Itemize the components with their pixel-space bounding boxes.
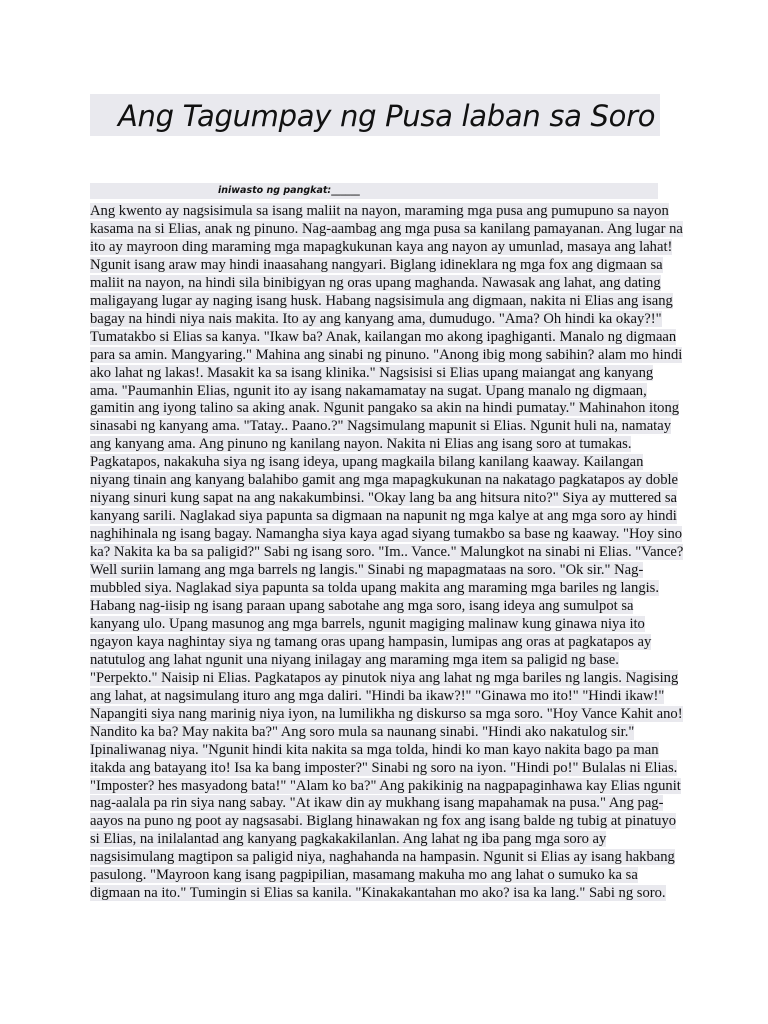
text-line-content: maliit na nayon, na hindi sila binibigyan ng oras upang maghanda. Nawasak ang lahat, ang dating xyxy=(90,274,661,291)
text-line-content: nagsisimulang magtipon sa paligid niya, naghahanda na hampasin. Ngunit si Elias ay isang hakbang xyxy=(90,849,675,866)
text-line xyxy=(90,365,680,383)
text-line-content: itakda ang batayang ito! Isa ka bang imposter?" Sinabi ng soro na iyon. "Hindi po!" Bulalas ni Elias. xyxy=(90,759,678,776)
text-line-content: nag-aalala pa rin siya nang sabay. "At ikaw din ay mukhang isang mapahamak na pusa." Ang pag- xyxy=(90,795,664,812)
text-line xyxy=(90,885,680,903)
text-line-content: Habang nag-iisip ng isang paraan upang sabotahe ang mga soro, isang ideya ang sumulpot sa xyxy=(90,597,634,614)
text-line-content: Tumatakbo si Elias sa kanya. "Ikaw ba? Anak, kailangan mo akong ipaghiganti. Manalo ng digmaan xyxy=(90,328,677,345)
text-line-content: "Perpekto." Naisip ni Elias. Pagkatapos ay pinutok niya ang lahat ng mga bariles ng langis. Nagising xyxy=(90,669,679,686)
text-line-content: ngayon kaya naghintay siya ng tamang oras upang hampasin, lumipas ang oras at pagkatapos ay xyxy=(90,633,652,650)
text-line-content: niyang tinain ang kanyang balahibo gamit ang mga mapagkukunan na nakatago pagkatapos ay doble xyxy=(90,472,679,489)
text-line xyxy=(90,346,683,365)
text-line xyxy=(90,867,680,885)
text-line xyxy=(90,257,680,275)
text-line-content: "Imposter? hes masyadong bata!" "Alam ko ba?" Ang pakikinig na nagpapaginhawa kay Elias ngunit xyxy=(90,777,681,794)
text-line-content: Ang kwento ay nagsisimula sa isang maliit na nayon, maraming mga pusa ang pumupuno sa nayon xyxy=(90,203,669,219)
text-line xyxy=(90,418,680,436)
text-line xyxy=(90,760,680,778)
text-line-content: maligayang lugar ay naging isang husk. Habang nagsisimula ang digmaan, nakita ni Elias ang isang xyxy=(90,292,673,309)
text-line-content: aayos na puno ng poot ay nagsasabi. Biglang hinawakan ng fox ang isang balde ng tubig at pinatuyo xyxy=(90,813,677,830)
text-line-content: kanyang ulo. Upang masunog ang mga barrels, ngunit magiging malinaw kung ginawa niya ito xyxy=(90,615,645,632)
text-line xyxy=(90,526,683,544)
text-line-content: niyang sinuri kung sapat na ang nakakumbinsi. "Okay lang ba ang hitsura nito?" Siya ay muttered sa xyxy=(90,490,678,507)
text-line xyxy=(90,724,680,742)
text-line xyxy=(90,472,680,490)
text-line xyxy=(90,293,680,311)
text-line-content: pasulong. "Mayroon kang isang pagpipilian, masamang makuha mo ang lahat o sumuko ka sa xyxy=(90,867,638,884)
text-line xyxy=(90,400,680,418)
text-line xyxy=(90,598,680,616)
text-line xyxy=(90,580,680,598)
text-line xyxy=(90,778,680,796)
text-line xyxy=(90,813,680,831)
text-line xyxy=(90,220,683,239)
text-line-content: gamitin ang iyong talino sa aking anak. Ngunit pangako sa akin na hindi pumatay." Mahinahon itong xyxy=(90,400,680,417)
text-line-content: Ngunit isang araw may hindi inaasahang nangyari. Biglang idineklara ng mga fox ang digmaan sa xyxy=(90,256,663,273)
document-title: Ang Tagumpay ng Pusa laban sa Soro xyxy=(118,99,656,133)
text-line-content: si Elias, na inilalantad ang kanyang pagkakakilanlan. Ang lahat ng iba pang mga soro ay xyxy=(90,831,607,848)
text-line-content: kanyang sarili. Naglakad siya papunta sa digmaan na napunit ng mga kalye at ang mga soro ay hindi xyxy=(90,508,677,525)
text-line xyxy=(90,311,680,329)
text-line-content: natutulog ang lahat ngunit una niyang inilagay ang maraming mga item sa paligid ng base. xyxy=(90,651,619,668)
text-line xyxy=(90,329,680,347)
text-line-content: ito ay mayroon ding maraming mga mapagkukunan kaya ang nayon ay umunlad, masaya ang lahat! xyxy=(90,238,673,255)
text-line-content: naghihinala ng isang bagay. Namangha siya kaya agad siyang tumakbo sa base ng kaaway. "Hoy sino xyxy=(90,526,683,543)
text-line xyxy=(90,275,680,293)
text-line-content: ka? Nakita ka ba sa paligid?" Sabi ng isang soro. "Im.. Vance." Malungkot na sinabi ni Elias. "Vance? xyxy=(90,544,684,561)
text-line xyxy=(90,490,680,508)
text-line xyxy=(90,670,680,688)
text-line xyxy=(90,831,680,849)
text-line-content: bagay na hindi niya nais makita. Ito ay ang kanyang ama, dumudugo. "Ama? Oh hindi ka okay?!" xyxy=(90,310,662,327)
text-line-content: ang lahat, at nagsimulang ituro ang mga daliri. "Hindi ba ikaw?!" "Ginawa mo ito!" "Hindi ikaw!" xyxy=(90,687,665,704)
text-line-content: ang kanyang ama. Ang pinuno ng kanilang nayon. Nakita ni Elias ang isang soro at tumakas. xyxy=(90,436,632,453)
text-line-content: kasama na si Elias, anak ng pinuno. Nag-aambag ang mga pusa sa kanilang pamayanan. Ang lugar na xyxy=(90,220,683,237)
text-line-content: para sa amin. Mangyaring." Mahina ang sinabi ng pinuno. "Anong ibig mong sabihin? alam mo hindi xyxy=(90,346,683,363)
text-line-content: mubbled siya. Naglakad siya papunta sa tolda upang makita ang maraming mga bariles ng langis. xyxy=(90,580,660,597)
text-line xyxy=(90,562,680,580)
text-line xyxy=(90,383,680,401)
text-line xyxy=(90,742,680,760)
byline: iniwasto ng pangkat:______ xyxy=(218,185,360,196)
text-line-content: Pagkatapos, nakakuha siya ng isang ideya, upang magkaila bilang kanilang kaaway. Kailangan xyxy=(90,454,644,471)
text-line xyxy=(90,795,680,813)
text-line xyxy=(90,688,680,706)
text-line-content: Well suriin lamang ang mga barrels ng langis." Sinabi ng mapagmataas na soro. "Ok sir." Nag- xyxy=(90,562,644,579)
text-line xyxy=(90,203,680,221)
text-line xyxy=(90,436,680,454)
text-line xyxy=(90,652,680,670)
text-line xyxy=(90,239,680,257)
text-line-content: Ipinaliwanag niya. "Ngunit hindi kita nakita sa mga tolda, hindi ko man kayo nakita bago pa man xyxy=(90,741,659,758)
text-line-content: Nandito ka ba? May nakita ba?" Ang soro mula sa naunang sinabi. "Hindi ako nakatulog sir." xyxy=(90,723,635,740)
text-line xyxy=(90,544,684,562)
text-line xyxy=(90,616,680,634)
text-line-content: ama. "Paumanhin Elias, ngunit ito ay isang nakamamatay na sugat. Upang manalo ng digmaan, xyxy=(90,382,647,399)
text-line xyxy=(90,705,683,724)
text-line-content: Napangiti siya nang marinig niya iyon, na lumilikha ng diskurso sa mga soro. "Hoy Vance Kahit ano! xyxy=(90,705,683,722)
text-line-content: sinasabi ng kanyang ama. "Tatay.. Paano.?" Nagsimulang mapunit si Elias. Ngunit huli na, namatay xyxy=(90,418,671,435)
story-body xyxy=(90,203,684,903)
text-line-content: ako lahat ng lakas!. Masakit ka sa isang klinika." Nagsisisi si Elias upang maiangat ang kanyang xyxy=(90,364,654,381)
text-line-content: digmaan na ito." Tumingin si Elias sa kanila. "Kinakakantahan mo ako? isa ka lang." Sabi ng soro. xyxy=(90,885,666,902)
text-line xyxy=(90,508,680,526)
text-line xyxy=(90,634,680,652)
text-line xyxy=(90,454,680,472)
byline-highlight xyxy=(90,183,658,199)
text-line xyxy=(90,849,680,867)
